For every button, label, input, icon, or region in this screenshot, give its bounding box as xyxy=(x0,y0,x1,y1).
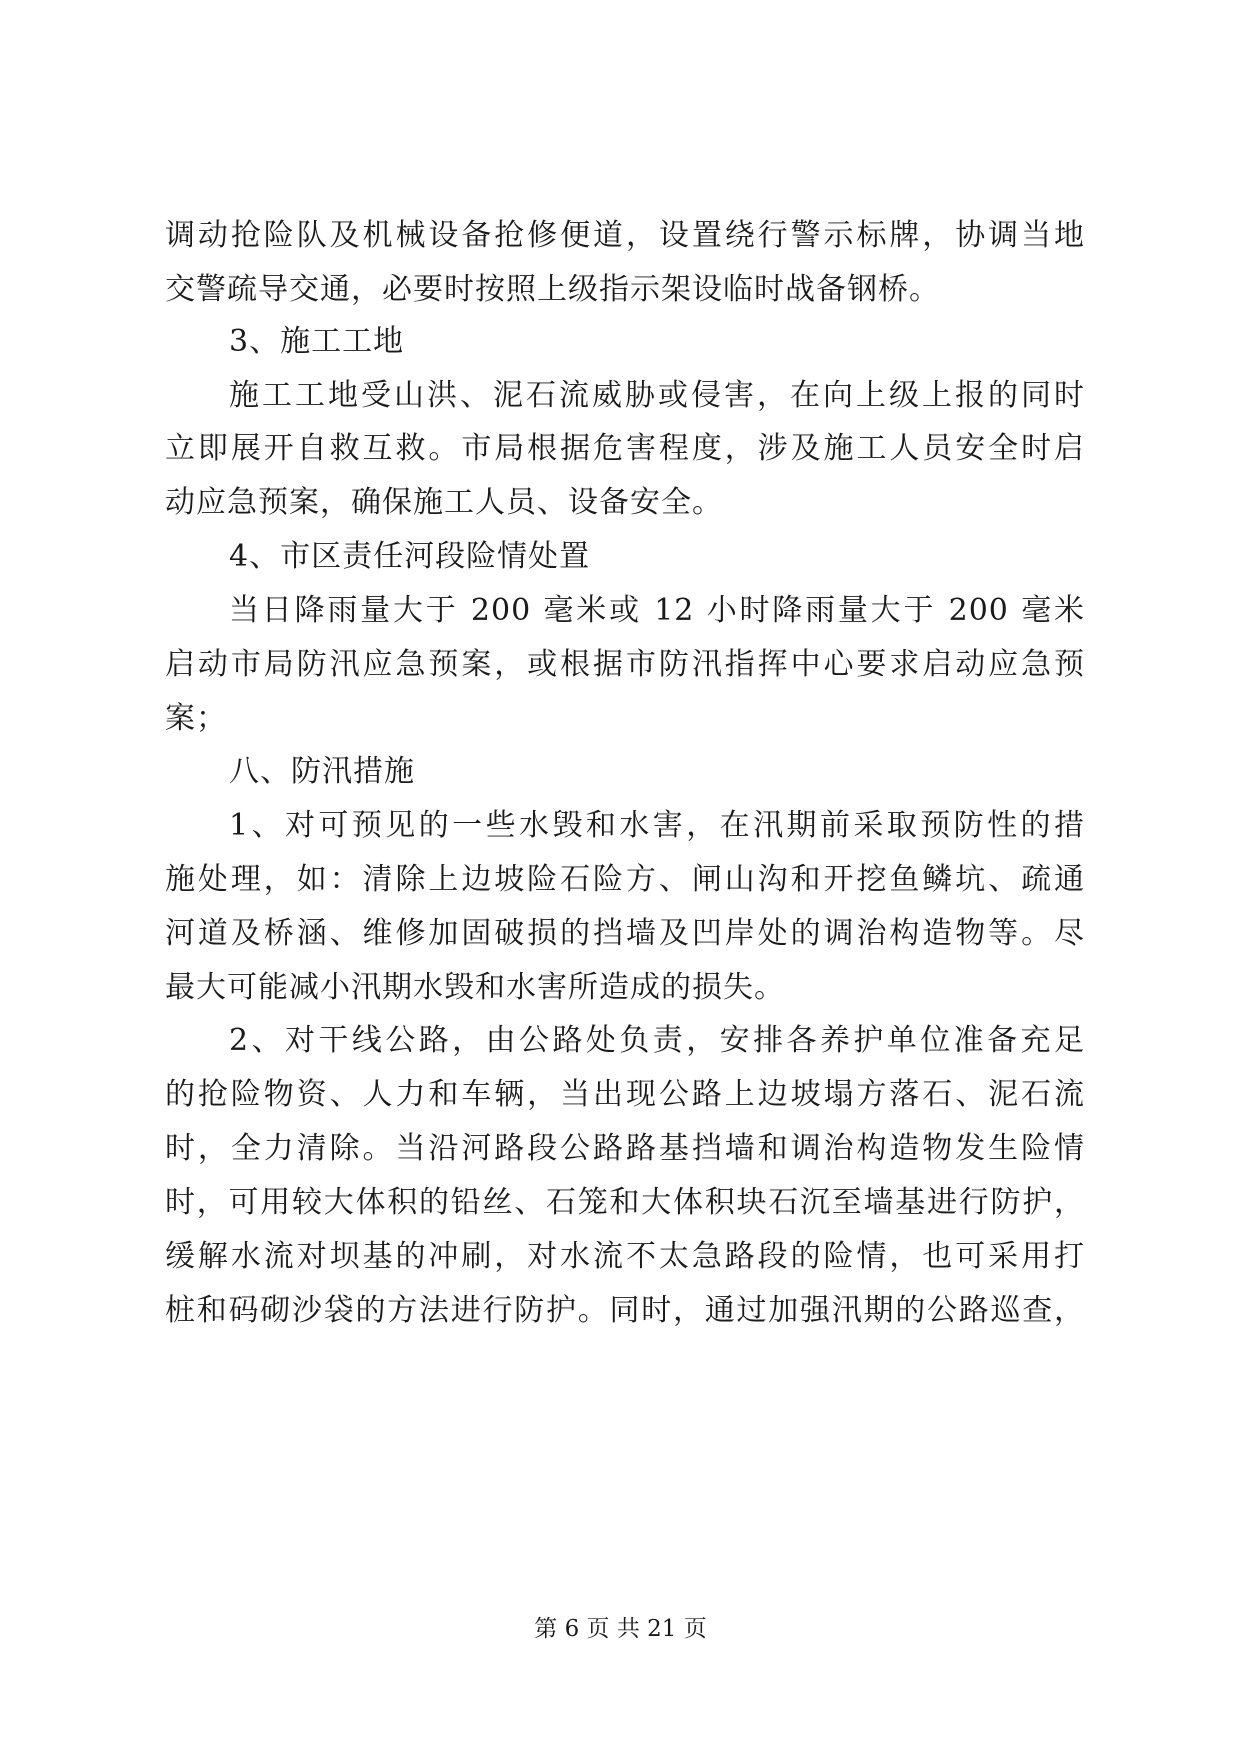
text-line: 的抢险物资、人力和车辆，当出现公路上边坡塌方落石、泥石流 xyxy=(165,1077,1085,1112)
text-line: 时，全力清除。当沿河路段公路路基挡墙和调治构造物发生险情 xyxy=(165,1131,1085,1166)
text-line: 2、对干线公路，由公路处负责，安排各养护单位准备充足 xyxy=(229,1023,1085,1058)
text-line: 1、对可预见的一些水毁和水害，在汛期前采取预防性的措 xyxy=(229,808,1085,843)
text-line: 案； xyxy=(165,701,227,736)
text-line: 施处理，如：清除上边坡险石险方、闸山沟和开挖鱼鳞坑、疏通 xyxy=(165,862,1085,897)
text-line: 立即展开自救互救。市局根据危害程度，涉及施工人员安全时启 xyxy=(165,431,1085,466)
page-number-footer: 第 6 页 共 21 页 xyxy=(534,1616,707,1642)
text-line: 动应急预案，确保施工人员、设备安全。 xyxy=(165,485,723,520)
text-line: 河道及桥涵、维修加固破损的挡墙及凹岸处的调治构造物等。尽 xyxy=(165,916,1085,951)
section-heading: 3、施工工地 xyxy=(229,324,405,359)
text-line: 交警疏导交通，必要时按照上级指示架设临时战备钢桥。 xyxy=(165,272,940,307)
section-heading: 4、市区责任河段险情处置 xyxy=(229,539,591,574)
text-line: 施工工地受山洪、泥石流威胁或侵害，在向上级上报的同时 xyxy=(229,378,1085,413)
text-line: 当日降雨量大于 200 毫米或 12 小时降雨量大于 200 毫米 xyxy=(229,593,1085,628)
section-heading: 八、防汛措施 xyxy=(229,754,415,789)
text-line: 桩和码砌沙袋的方法进行防护。同时，通过加强汛期的公路巡查， xyxy=(165,1293,1085,1328)
text-line: 最大可能减小汛期水毁和水害所造成的损失。 xyxy=(165,970,785,1005)
text-line: 启动市局防汛应急预案，或根据市防汛指挥中心要求启动应急预 xyxy=(165,647,1085,682)
text-line: 时，可用较大体积的铅丝、石笼和大体积块石沉至墙基进行防护， xyxy=(165,1185,1085,1220)
text-line: 调动抢险队及机械设备抢修便道，设置绕行警示标牌，协调当地 xyxy=(165,218,1085,253)
text-line: 缓解水流对坝基的冲刷，对水流不太急路段的险情，也可采用打 xyxy=(165,1239,1085,1274)
